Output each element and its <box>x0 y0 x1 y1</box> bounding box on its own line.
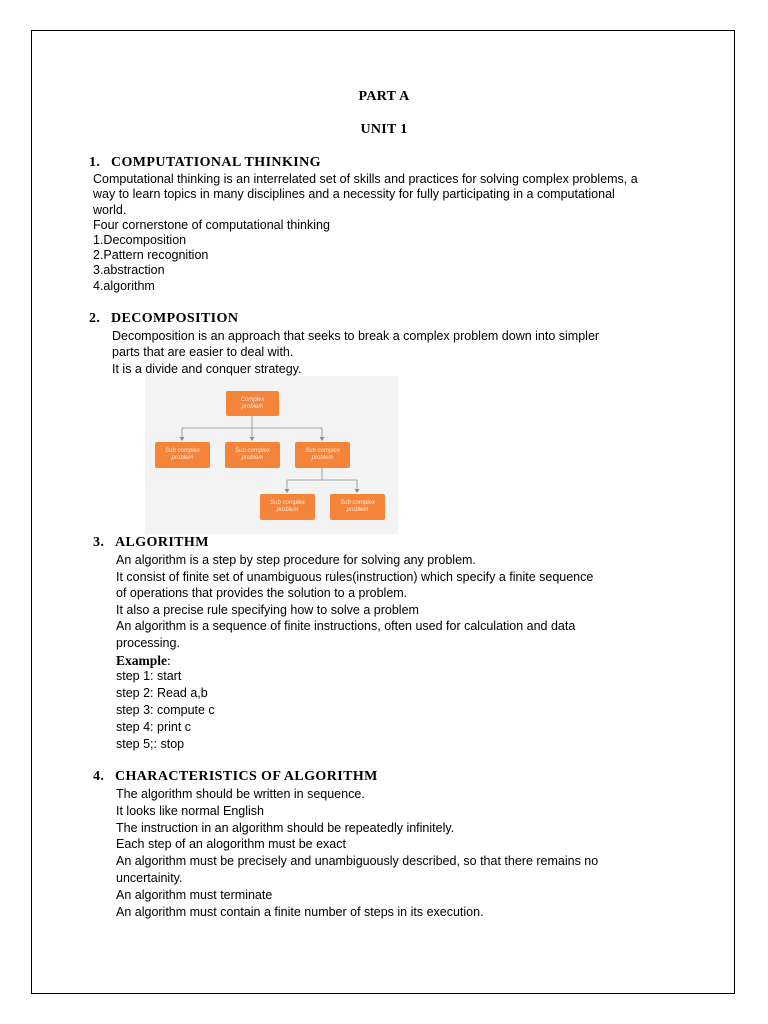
step-line: step 4: print c <box>116 720 192 734</box>
paragraph-line: way to learn topics in many disciplines and a necessity for fully participating in a computational <box>93 187 615 201</box>
list-item: 3.abstraction <box>93 263 165 277</box>
paragraph-line: Four cornerstone of computational thinking <box>93 218 330 232</box>
step-line: step 3: compute c <box>116 703 215 717</box>
sub-problem-box: Sub complex problem <box>155 442 210 468</box>
example-colon: : <box>167 653 171 668</box>
part-title: PART A <box>358 89 410 104</box>
section-4-heading <box>93 769 378 785</box>
paragraph-line: parts that are easier to deal with. <box>112 345 294 359</box>
paragraph-line: An algorithm is a sequence of finite instructions, often used for calculation and data <box>116 619 576 633</box>
sub-problem-box: Sub complex problem <box>295 442 350 468</box>
step-line: step 2: Read a,b <box>116 686 208 700</box>
section-title: COMPUTATIONAL THINKING <box>111 155 321 170</box>
section-title: ALGORITHM <box>115 535 209 550</box>
example-label-text: Example <box>116 653 168 668</box>
sub-problem-box: Sub complex problem <box>260 494 315 520</box>
decomposition-diagram <box>145 376 398 534</box>
paragraph-line: It is a divide and conquer strategy. <box>112 362 302 376</box>
section-title: DECOMPOSITION <box>111 311 239 326</box>
step-line: step 5;: stop <box>116 737 185 751</box>
paragraph-line: processing. <box>116 636 180 650</box>
list-item: 1.Decomposition <box>93 233 187 247</box>
section-3-heading <box>93 535 209 551</box>
paragraph-line: An algorithm must be precisely and unambiguously described, so that there remains no <box>116 854 599 868</box>
sub-problem-box: Sub complex problem <box>225 442 280 468</box>
root-problem-box: Complex problem <box>226 391 279 416</box>
example-label <box>116 653 171 669</box>
paragraph-line: Decomposition is an approach that seeks to break a complex problem down into simpler <box>112 329 600 343</box>
paragraph-line: It consist of finite set of unambiguous rules(instruction) which specify a finite sequence <box>116 570 594 584</box>
paragraph-line: Computational thinking is an interrelated set of skills and practices for solving complex problems, a <box>93 172 638 186</box>
paragraph-line: The algorithm should be written in sequence. <box>116 787 365 801</box>
paragraph-line: uncertainity. <box>116 871 183 885</box>
paragraph-line: of operations that provides the solution to a problem. <box>116 586 408 600</box>
section-number: 4. <box>93 769 105 784</box>
paragraph-line: It also a precise rule specifying how to solve a problem <box>116 603 419 617</box>
list-item: 4.algorithm <box>93 279 155 293</box>
section-number: 1. <box>89 155 101 170</box>
sub-problem-box: Sub complex problem <box>330 494 385 520</box>
paragraph-line: An algorithm is a step by step procedure for solving any problem. <box>116 553 476 567</box>
section-1-heading <box>89 155 321 171</box>
paragraph-line: An algorithm must terminate <box>116 888 273 902</box>
paragraph-line: The instruction in an algorithm should be repeatedly infinitely. <box>116 821 455 835</box>
list-item: 2.Pattern recognition <box>93 248 209 262</box>
step-line: step 1: start <box>116 669 182 683</box>
section-2-heading <box>89 311 238 327</box>
paragraph-line: world. <box>93 203 127 217</box>
paragraph-line: Each step of an alogorithm must be exact <box>116 837 346 851</box>
unit-title: UNIT 1 <box>360 122 408 137</box>
paragraph-line: An algorithm must contain a finite number of steps in its execution. <box>116 905 484 919</box>
section-number: 2. <box>89 311 101 326</box>
section-title: CHARACTERISTICS OF ALGORITHM <box>115 769 378 784</box>
paragraph-line: It looks like normal English <box>116 804 264 818</box>
section-number: 3. <box>93 535 105 550</box>
